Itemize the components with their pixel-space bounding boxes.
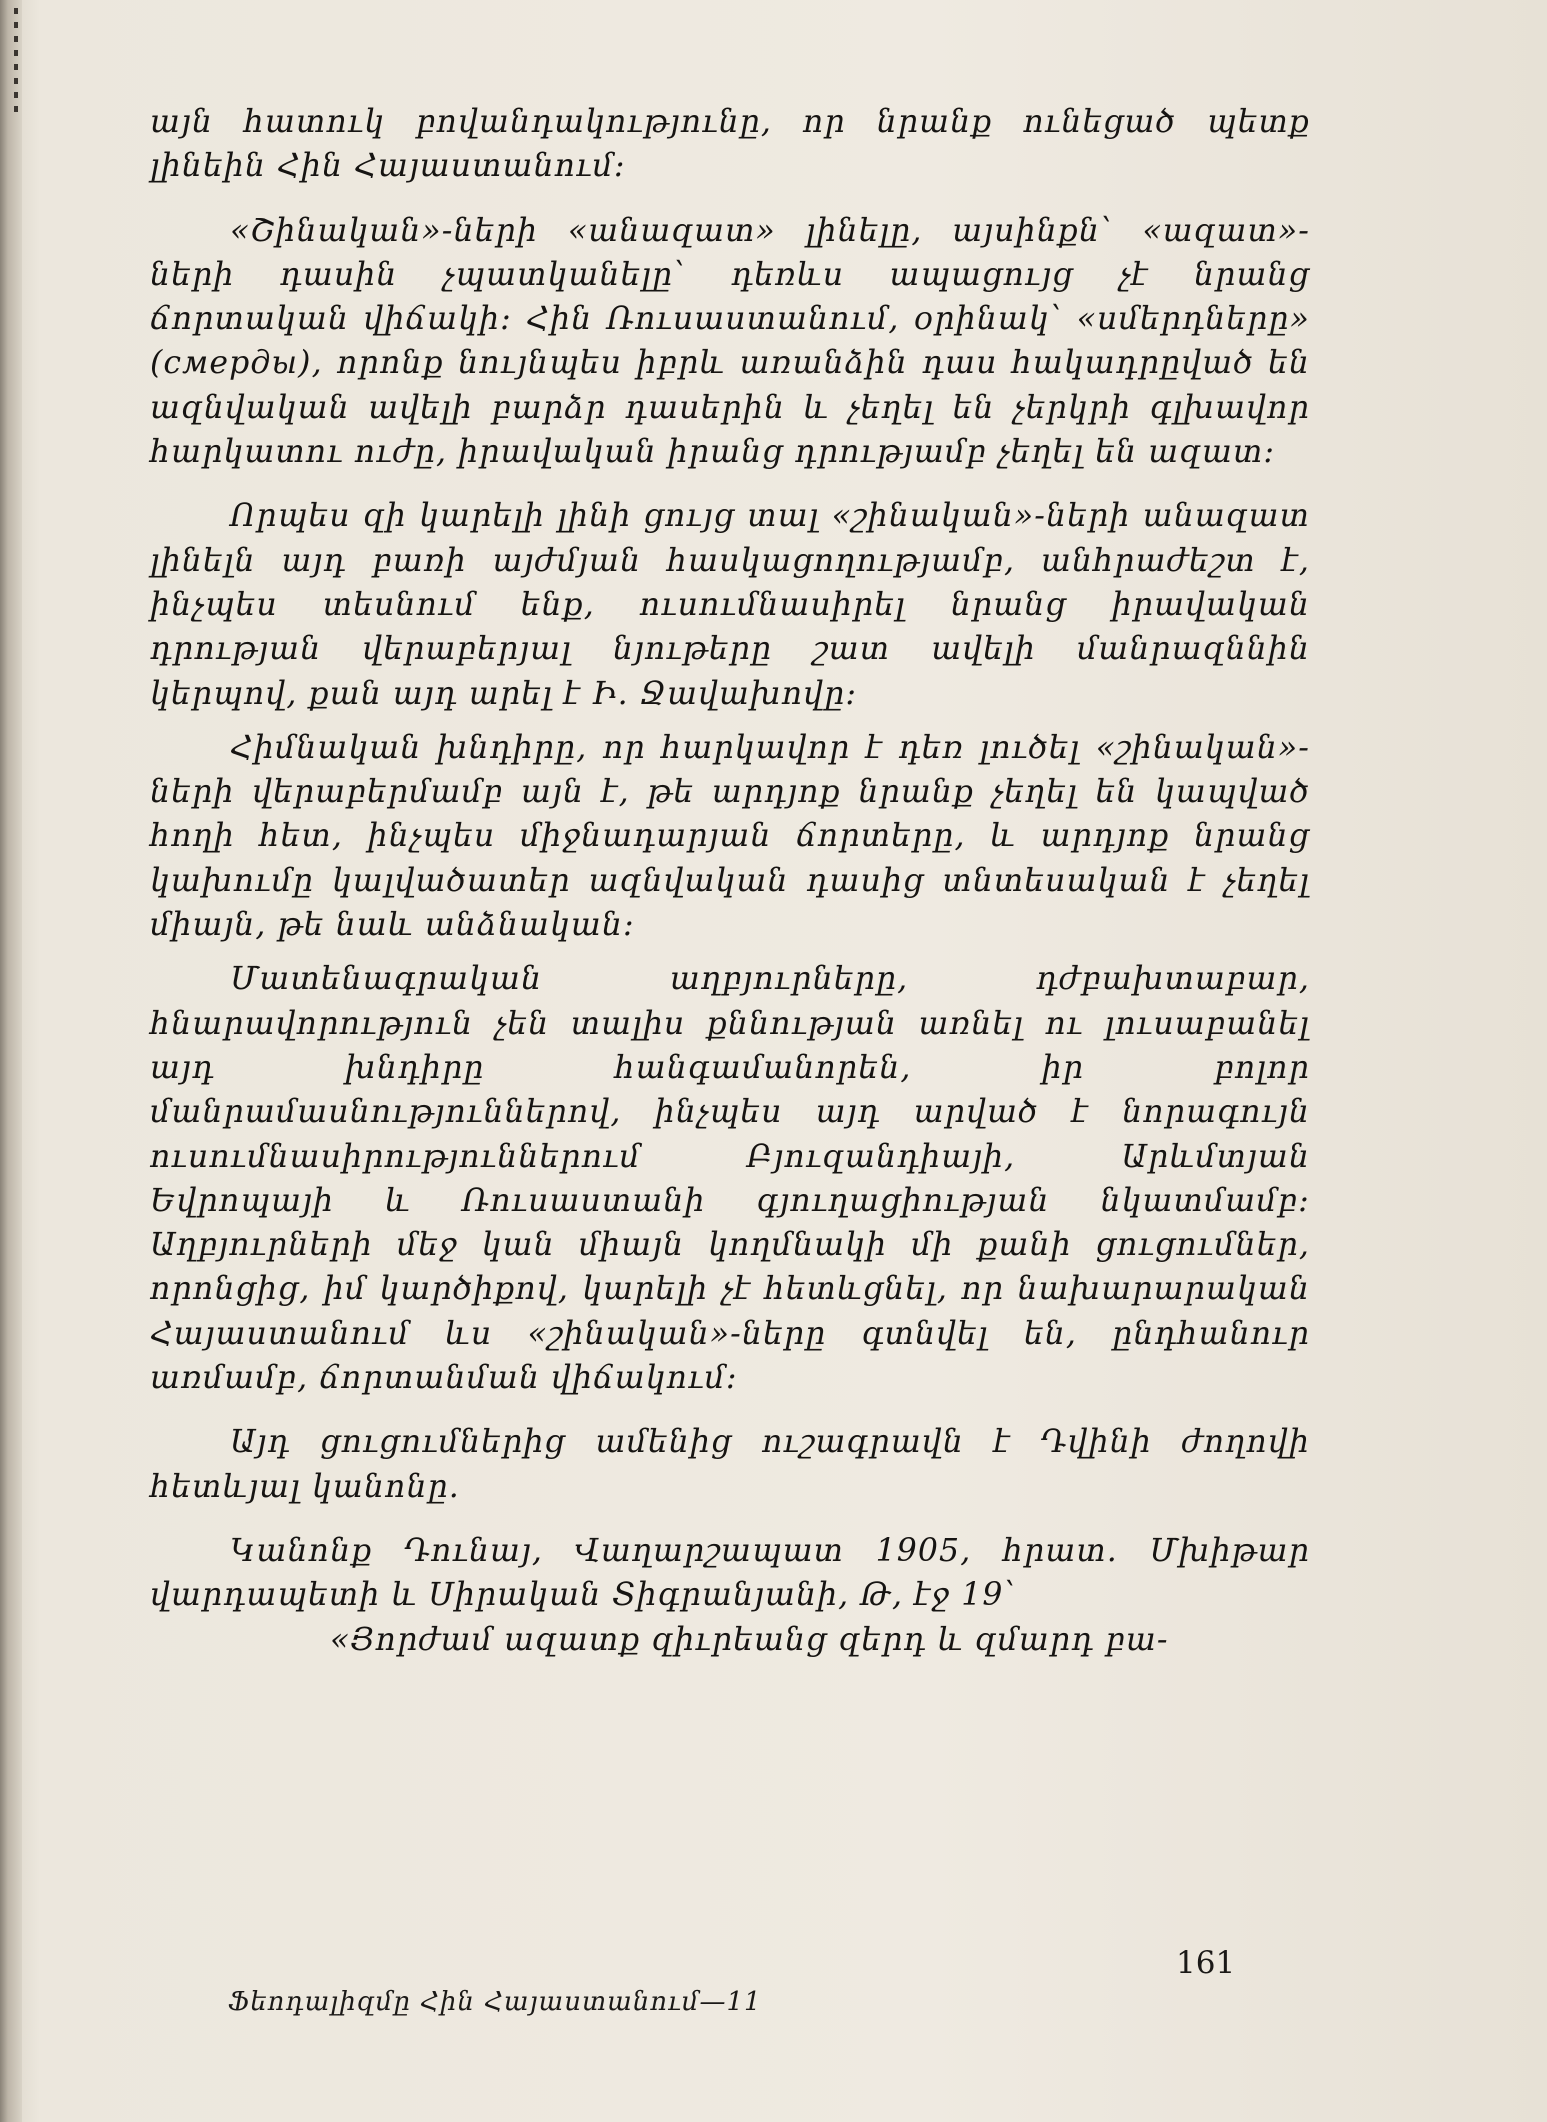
citation: Կանոնք Դունայ, Վաղարշապատ 1905, հրատ. Մխիթար վարդապետի և Սիրական Տիգրանյանի, Թ, էջ 19՝ [150,1532,1310,1614]
signature-footer: Ֆեոդալիզմը Հին Հայաստանում—11 [228,1987,762,2017]
page-gutter-shadow [0,0,22,2122]
quotation: «Յորժամ ազատք զիւրեանց զերդ և զմարդ բա- [330,1621,1169,1658]
paragraph: այն հատուկ բովանդակությունը, որ նրանք ունեցած պետք լինեին Հին Հայաստանում։ [150,104,1310,185]
paragraph: «Շինական»-ների «անազատ» լինելը, այսինքն՝ «ազատ»-ների դասին չպատկանելը՝ դեռևս ապացույց չէ նրանց ճորտական վիճակի։ Հին Ռուսաստանում, օրինակ՝ «սմերդները» (смерды), որոնք նույնպես իբրև առանձին դաս հակադրըված են ազնվական ավելի բարձր դասերին և չեղել են չերկրի գլխավոր հարկատու ուժը, իրավական իրանց դրությամբ չեղել են ազատ։ [150,212,1310,471]
paragraph: Այդ ցուցումներից ամենից ուշագրավն է Դվինի ժողովի հետևյալ կանոնը. [150,1424,1310,1505]
paragraph: Հիմնական խնդիրը, որ հարկավոր է դեռ լուծել «շինական»-ների վերաբերմամբ այն է, թե արդյոք նրանք չեղել են կապված հողի հետ, ինչպես միջնադարյան ճորտերը, և արդյոք նրանց կախումը կալվածատեր ազնվական դասից տնտեսական է չեղել միայն, թե նաև անձնական։ [150,729,1310,944]
paragraph: Մատենագրական աղբյուրները, դժբախտաբար, հնարավորություն չեն տալիս քննության առնել ու լուսաբանել այդ խնդիրը հանգամանորեն, իր բոլոր մանրամասնություններով, ինչպես այդ արված է նորագույն ուսումնասիրություններում Բյուզանդիայի, Արևմտյան Եվրոպայի և Ռուսաստանի գյուղացիության նկատմամբ։ Աղբյուրների մեջ կան միայն կողմնակի մի քանի ցուցումներ, որոնցից, իմ կարծիքով, կարելի չէ հետևցնել, որ նախարարական Հայաստանում ևս «շինական»-ները գտնվել են, ընդհանուր առմամբ, ճորտանման վիճակում։ [150,961,1310,1397]
binding-stitch-marks [14,8,18,118]
page-number: 161 [1176,1945,1236,1981]
paragraph: Որպես զի կարելի լինի ցույց տալ «շինական»-ների անազատ լինելն այդ բառի այժմյան հասկացողությամբ, անհրաժեշտ է, ինչպես տեսնում ենք, ուսումնասիրել նրանց իրավական դրության վերաբերյալ նյութերը շատ ավելի մանրազննին կերպով, քան այդ արել է Ի. Ջավախովը։ [150,498,1310,712]
body-text [150,100,1310,1662]
